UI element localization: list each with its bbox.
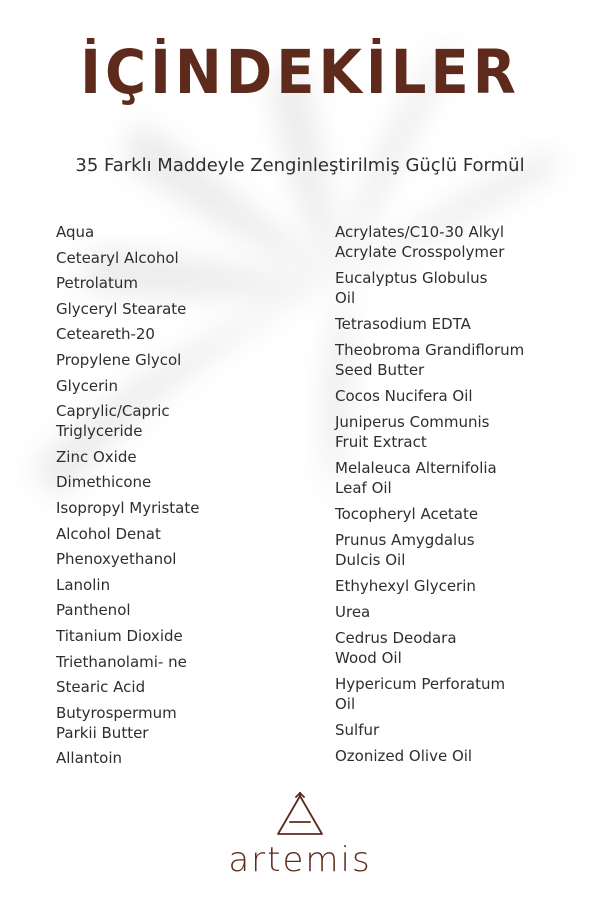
ingredient-item: Prunus Amygdalus Dulcis Oil <box>335 531 475 569</box>
ingredient-item: Cetearyl Alcohol <box>56 248 179 267</box>
brand-logo <box>0 792 600 880</box>
ingredient-item: Tetrasodium EDTA <box>335 315 471 333</box>
ingredient-item: Sulfur <box>335 721 380 739</box>
ingredient-item: Stearic Acid <box>56 678 146 697</box>
ingredient-item: Petrolatum <box>56 274 138 293</box>
ingredient-item: Eucalyptus Globulus Oil <box>335 269 488 307</box>
ingredient-item: Hypericum Perforatum Oil <box>335 675 506 713</box>
ingredient-item: Ceteareth-20 <box>56 325 155 344</box>
ingredient-item: Panthenol <box>56 601 131 620</box>
ingredient-item: Isopropyl Myristate <box>56 498 200 517</box>
triangle-arrow-icon <box>274 792 326 838</box>
brand-name: artemis <box>228 840 372 880</box>
ingredient-item: Melaleuca Alternifolia Leaf Oil <box>335 459 497 497</box>
ingredient-item: Ozonized Olive Oil <box>335 747 473 765</box>
ingredient-item: Lanolin <box>56 575 111 594</box>
ingredient-item: Ethyhexyl Glycerin <box>335 577 476 595</box>
page-title: İÇİNDEKİLER <box>80 38 520 109</box>
ingredient-item: Triethanolami- ne <box>56 652 187 671</box>
ingredient-item: Glyceryl Stearate <box>56 299 187 318</box>
ingredient-item: Glycerin <box>56 376 118 395</box>
page-subtitle: 35 Farklı Maddeyle Zenginleştirilmiş Güçlü Formül <box>75 155 525 176</box>
ingredient-item: Aqua <box>56 223 95 241</box>
ingredient-item: Dimethicone <box>56 473 152 492</box>
ingredient-item: Zinc Oxide <box>56 447 137 466</box>
ingredients-list-left <box>56 222 306 774</box>
ingredient-item: Titanium Dioxide <box>56 626 183 645</box>
ingredient-item: Allantoin <box>56 749 123 768</box>
ingredient-item: Caprylic/Capric Triglyceride <box>56 402 170 441</box>
ingredient-item: Theobroma Grandiflorum Seed Butter <box>335 341 525 379</box>
ingredient-item: Butyrospermum Parkii Butter <box>56 703 177 742</box>
ingredient-item: Tocopheryl Acetate <box>335 505 479 523</box>
ingredient-item: Alcohol Denat <box>56 524 161 543</box>
ingredient-item: Urea <box>335 603 371 621</box>
ingredient-item: Cocos Nucifera Oil <box>335 387 473 405</box>
ingredient-item: Juniperus Communis Fruit Extract <box>335 413 490 451</box>
ingredients-list-right <box>335 222 580 772</box>
ingredient-item: Phenoxyethanol <box>56 550 177 569</box>
ingredient-item: Propylene Glycol <box>56 350 182 369</box>
ingredient-item: Cedrus Deodara Wood Oil <box>335 629 457 667</box>
ingredient-item: Acrylates/C10-30 Alkyl Acrylate Crosspolymer <box>335 223 505 261</box>
